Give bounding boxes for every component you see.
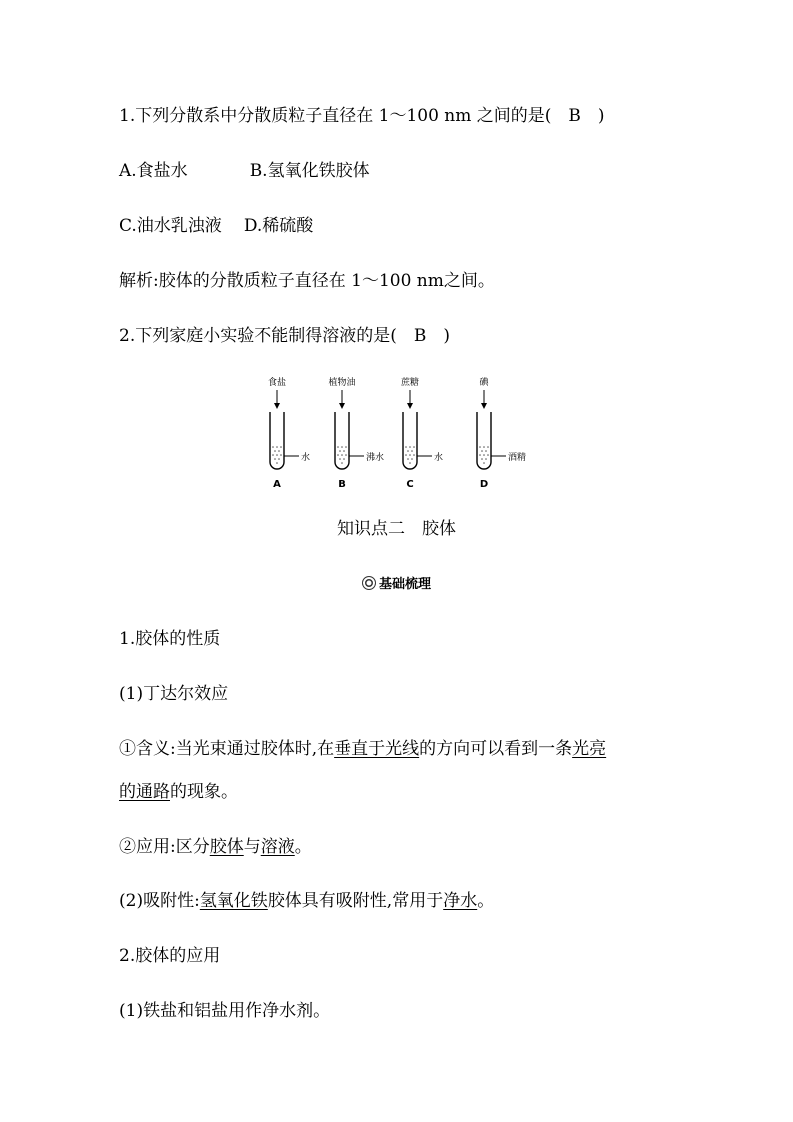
underlined-answer: 溶液 xyxy=(260,837,295,857)
question-1-analysis: 解析:胶体的分散质粒子直径在 1～100 nm之间。 xyxy=(119,271,495,291)
tube-c-top-label: 蔗糖 xyxy=(400,378,420,388)
text-span: 的现象。 xyxy=(170,782,238,802)
heading-colloid-properties: 1.胶体的性质 xyxy=(119,629,221,649)
test-tube-a xyxy=(268,376,310,490)
tube-d-top-label: 碘 xyxy=(479,378,489,388)
tube-c-letter: C xyxy=(406,479,414,490)
question-1-options-row-2 xyxy=(119,215,313,237)
test-tube-figure xyxy=(255,372,545,497)
tube-d-side-label: 酒精 xyxy=(508,453,527,463)
section-title: 知识点二 胶体 xyxy=(337,519,456,539)
text-span: ②应用:区分 xyxy=(119,837,210,857)
text-span: (2)吸附性: xyxy=(119,891,200,911)
tube-b-top-label: 植物油 xyxy=(328,378,356,388)
text-span: 的方向可以看到一条 xyxy=(419,739,573,759)
section-badge-label: 基础梳理 xyxy=(378,577,431,592)
tube-a-side-label: 水 xyxy=(301,453,311,463)
text-span: 与 xyxy=(243,837,261,857)
tyndall-meaning-line-1 xyxy=(119,738,606,760)
application-item-1: (1)铁盐和铝盐用作净水剂。 xyxy=(119,1001,331,1021)
test-tube-c xyxy=(401,376,443,490)
question-1: 1.下列分散系中分散质粒子直径在 1～100 nm 之间的是( B ) xyxy=(119,106,605,126)
tyndall-application xyxy=(119,836,312,858)
tyndall-meaning-line-2 xyxy=(119,781,238,803)
option-d: D.稀硫酸 xyxy=(243,216,314,236)
tube-a-top-label: 食盐 xyxy=(267,378,287,388)
spiral-icon xyxy=(362,576,376,590)
underlined-answer: 胶体 xyxy=(209,837,244,857)
tube-a-letter: A xyxy=(273,479,281,490)
underlined-answer: 氢氧化铁 xyxy=(199,891,268,911)
option-c: C.油水乳浊液 xyxy=(119,216,222,236)
test-tube-d xyxy=(477,376,526,490)
tube-b-side-label: 沸水 xyxy=(366,453,385,463)
section-badge xyxy=(0,576,793,594)
option-a: A.食盐水 xyxy=(119,161,188,181)
tube-b-letter: B xyxy=(338,479,346,490)
option-b: B.氢氧化铁胶体 xyxy=(249,161,370,181)
underlined-answer: 光亮 xyxy=(572,739,607,759)
tube-d-letter: D xyxy=(479,479,489,490)
heading-colloid-applications: 2.胶体的应用 xyxy=(119,946,221,966)
question-2: 2.下列家庭小实验不能制得溶液的是( B ) xyxy=(119,326,450,346)
tyndall-effect-heading: (1)丁达尔效应 xyxy=(119,684,229,704)
tube-c-side-label: 水 xyxy=(434,453,444,463)
text-span: 。 xyxy=(477,891,495,911)
underlined-answer: 的通路 xyxy=(119,782,170,802)
text-span: ①含义:当光束通过胶体时,在 xyxy=(119,739,335,759)
underlined-answer: 净水 xyxy=(443,891,478,911)
adsorption-line xyxy=(119,890,494,912)
question-1-options-row-1 xyxy=(119,160,370,182)
text-span: 胶体具有吸附性,常用于 xyxy=(267,891,444,911)
test-tube-b xyxy=(328,376,384,490)
text-span: 。 xyxy=(294,837,312,857)
underlined-answer: 垂直于光线 xyxy=(334,739,420,759)
